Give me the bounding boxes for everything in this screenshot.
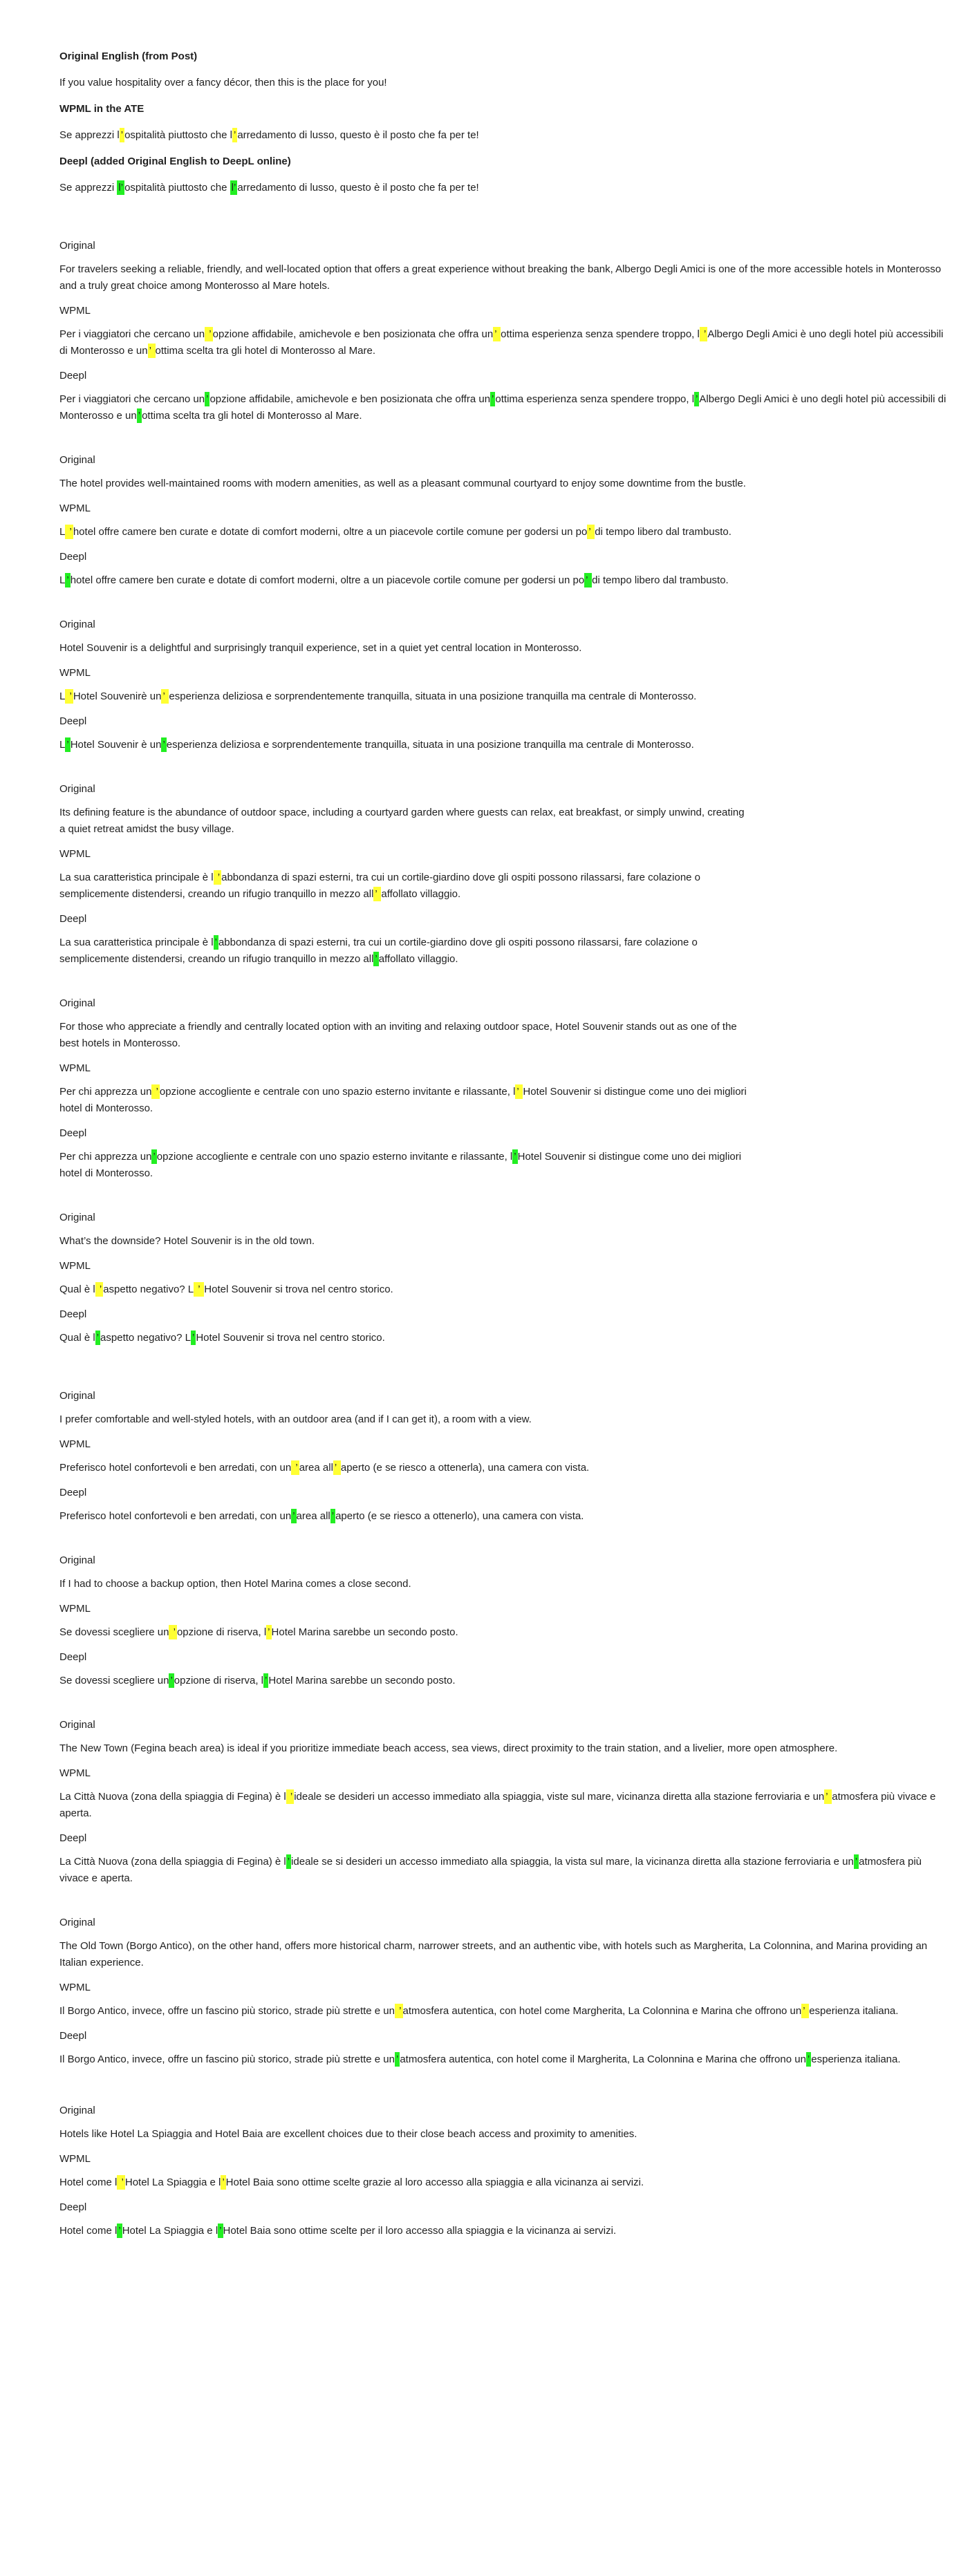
wpml-label: WPML [59,1767,91,1779]
original-label: Original [59,240,95,252]
wpml-label: WPML [59,667,91,679]
wpml-apostrophe-highlight: ’ [66,526,72,538]
comparison-section [59,238,951,424]
deepl-apostrophe-highlight: ’ [265,1675,268,1686]
wpml-apostrophe-highlight: ’ [292,1462,298,1474]
deepl-label: Deepl [59,2201,87,2213]
deepl-label: Deepl [59,551,87,563]
deepl-apostrophe-highlight: ’ [514,1151,516,1163]
deepl-apostrophe-highlight: ’ [66,739,69,751]
deepl-text: Hotel come l ’ Hotel La Spiaggia e l ’ Hotel Baia sono ottime scelte per il loro accesso alla spiaggia e la vicinanza ai servizi. [59,2225,617,2237]
comparison-section [59,2103,951,2239]
wpml-apostrophe-highlight: ’ [287,1791,293,1803]
wpml-apostrophe-highlight: ’ [803,2005,808,2017]
wpml-label: WPML [59,1603,91,1615]
wpml-apostrophe-highlight: ’ [120,129,124,141]
wpml-apostrophe-highlight: ’ [96,1284,102,1295]
wpml-apostrophe-highlight: ’ [153,1086,158,1098]
deepl-label: Deepl [59,913,87,925]
comparison-section [59,1210,751,1346]
original-text: The hotel provides well-maintained rooms with modern amenities, as well as a pleasant communal courtyard to enjoy some downtime from the bustle. [59,478,746,489]
original-text: For travelers seeking a reliable, friendly, and well-located option that offers a great experience without breaking the bank, Albergo Degli Amici is one of the more accessible hotels in Monterosso and a truly great choice among Monterosso al Mare hotels. [59,263,942,292]
wpml-apostrophe-highlight: ’ [149,345,154,357]
wpml-text: Per i viaggiatori che cercano un ’ opzione affidabile, amichevole e ben posizionata che offra un ’ ottima esperienza senza spendere troppo, l ’ Albergo Degli Amici è uno degli hotel più accessibili di Monterosso e un ’ ottima scelta tra gli hotel di Monterosso al Mare. [59,328,944,357]
original-label: Original [59,1390,95,1402]
wpml-apostrophe-highlight: ’ [234,129,236,141]
deepl-apostrophe-highlight: ’ [287,1856,290,1868]
deepl-apostrophe-highlight: ’ [396,2053,399,2065]
comparison-section [59,452,751,589]
deepl-apostrophe-highlight: l’ [118,182,124,194]
deepl-label: Deepl [59,1308,87,1320]
deepl-apostrophe-highlight: l’ [231,182,236,194]
deepl-text: Per chi apprezza un ’ opzione accogliente e centrale con uno spazio esterno invitante e rilassante, l ’ Hotel Souvenir si distingue come uno dei migliori hotel di Monterosso. [59,1151,742,1179]
original-text: Its defining feature is the abundance of outdoor space, including a courtyard garden where guests can relax, eat breakfast, or simply unwind, creating a quiet retreat amidst the busy village. [59,807,745,835]
wpml-text: Se dovessi scegliere un ’ opzione di riserva, l ’ Hotel Marina sarebbe un secondo posto. [59,1626,458,1638]
wpml-apostrophe-highlight: ’ [375,888,380,900]
deepl-text: Se dovessi scegliere un ’ opzione di riserva, l ’ Hotel Marina sarebbe un secondo posto. [59,1675,456,1686]
deepl-text: L ’ hotel offre camere ben curate e dotate di comfort moderni, oltre a un piacevole cortile comune per godersi un po ’ di tempo libero dal trambusto. [59,574,729,586]
wpml-text: Per chi apprezza un ’ opzione accogliente e centrale con uno spazio esterno invitante e rilassante, l ’ Hotel Souvenir si distingue come uno dei migliori hotel di Monterosso. [59,1086,747,1114]
original-text: For those who appreciate a friendly and centrally located option with an inviting and relaxing outdoor space, Hotel Souvenir stands out as one of the best hotels in Monterosso. [59,1021,737,1049]
intro-heading-wpml: WPML in the ATE [59,103,144,115]
deepl-text: Qual è l ’ aspetto negativo? L ’ Hotel Souvenir si trova nel centro storico. [59,1332,385,1344]
deepl-apostrophe-highlight: ’ [807,2053,810,2065]
deepl-label: Deepl [59,1651,87,1663]
comparison-section [59,1915,951,2068]
wpml-apostrophe-highlight: ’ [516,1086,522,1098]
comparison-section [59,781,751,968]
deepl-apostrophe-highlight: ’ [219,2225,222,2237]
wpml-apostrophe-highlight: ’ [195,1284,203,1295]
intro-deepl-text: Se apprezzi l’ ospitalità piuttosto che l’ arredamento di lusso, questo è il posto che fa per te! [59,182,479,194]
deepl-apostrophe-highlight: ’ [696,393,698,405]
original-label: Original [59,619,95,630]
wpml-label: WPML [59,1260,91,1272]
deepl-label: Deepl [59,2030,87,2042]
deepl-apostrophe-highlight: ’ [170,1675,173,1686]
comparison-section [59,995,751,1182]
original-text: I prefer comfortable and well-styled hotels, with an outdoor area (and if I can get it), a room with a view. [59,1413,532,1425]
deepl-apostrophe-highlight: ’ [66,574,69,586]
wpml-apostrophe-highlight: ’ [170,1626,176,1638]
wpml-apostrophe-highlight: ’ [396,2005,402,2017]
wpml-apostrophe-highlight: ’ [494,328,500,340]
deepl-text: Per i viaggiatori che cercano un ’ opzione affidabile, amichevole e ben posizionata che offra un ’ ottima esperienza senza spendere troppo, l ’ Albergo Degli Amici è uno degli hotel più accessibili di Monterosso e un ’ ottima scelta tra gli hotel di Monterosso al Mare. [59,393,947,422]
wpml-text: La sua caratteristica principale è l ’ abbondanza di spazi esterni, tra cui un cortile-giardino dove gli ospiti possono rilassarsi, fare colazione o semplicemente distendersi, creando un rifugio tranquillo in mezzo all ’ affollato villaggio. [59,872,701,900]
wpml-label: WPML [59,1982,91,1993]
deepl-apostrophe-highlight: ’ [162,739,165,751]
deepl-apostrophe-highlight: ’ [138,410,141,422]
wpml-label: WPML [59,1062,91,1074]
deepl-apostrophe-highlight: ’ [375,953,377,965]
deepl-label: Deepl [59,1127,87,1139]
original-label: Original [59,783,95,795]
comparison-section [59,1717,951,1887]
intro-original-text: If you value hospitality over a fancy décor, then this is the place for you! [59,77,387,88]
wpml-apostrophe-highlight: ’ [334,1462,339,1474]
original-text: The Old Town (Borgo Antico), on the other hand, offers more historical charm, narrower streets, and an authentic vibe, with hotels such as Margherita, La Colonnina, and Marina providing an Italian experience. [59,1940,928,1968]
wpml-apostrophe-highlight: ’ [206,328,212,340]
deepl-text: Il Borgo Antico, invece, offre un fascino più storico, strade più strette e un ’ atmosfera autentica, con hotel come il Margherita, La Colonnina e Marina che offrono un ’ esperienza italiana. [59,2053,901,2065]
wpml-apostrophe-highlight: ’ [700,328,707,340]
comparison-sections [59,238,951,2239]
original-label: Original [59,2105,95,2116]
deepl-apostrophe-highlight: ’ [96,1332,100,1344]
original-label: Original [59,997,95,1009]
deepl-label: Deepl [59,715,87,727]
deepl-label: Deepl [59,1487,87,1498]
wpml-label: WPML [59,2153,91,2165]
wpml-text: Hotel come l ’ Hotel La Spiaggia e l ’ Hotel Baia sono ottime scelte grazie al loro accesso alla spiaggia e alla vicinanza ai servizi. [59,2177,644,2188]
deepl-apostrophe-highlight: ’ [192,1332,195,1344]
wpml-label: WPML [59,1438,91,1450]
wpml-apostrophe-highlight: ’ [826,1791,831,1803]
wpml-text: Qual è l ’ aspetto negativo? L ’ Hotel Souvenir si trova nel centro storico. [59,1284,393,1295]
comparison-section [59,1552,951,1689]
deepl-text: La sua caratteristica principale è l ’ abbondanza di spazi esterni, tra cui un cortile-giardino dove gli ospiti possono rilassarsi, fare colazione o semplicemente distendersi, creando un rifugio tranquillo in mezzo all ’ affollato villaggio. [59,937,698,965]
deepl-apostrophe-highlight: ’ [331,1510,335,1522]
deepl-apostrophe-highlight: ’ [206,393,209,405]
deepl-apostrophe-highlight: ’ [586,574,591,586]
original-text: What’s the downside? Hotel Souvenir is in the old town. [59,1235,315,1247]
original-label: Original [59,454,95,466]
wpml-text: L ’ hotel offre camere ben curate e dotate di comfort moderni, oltre a un piacevole cortile comune per godersi un po ’ di tempo libero dal trambusto. [59,526,731,538]
original-label: Original [59,1554,95,1566]
deepl-text: La Città Nuova (zona della spiaggia di Fegina) è l ’ ideale se si desideri un accesso immediato alla spiaggia, la vista sul mare, la vicinanza diretta alla stazione ferroviaria e un ’ atmosfera più vivace e aperta. [59,1856,922,1884]
wpml-text: La Città Nuova (zona della spiaggia di Fegina) è l ’ ideale se desideri un accesso immediato alla spiaggia, viste sul mare, vicinanza diretta alla stazione ferroviaria e un ’ atmosfera più vivace e aperta. [59,1791,936,1819]
wpml-apostrophe-highlight: ’ [162,690,168,702]
wpml-apostrophe-highlight: ’ [214,872,221,883]
comparison-section [59,1388,951,1525]
intro-wpml-text: Se apprezzi l ’ ospitalità piuttosto che l ’ arredamento di lusso, questo è il posto che fa per te! [59,129,479,141]
wpml-apostrophe-highlight: ’ [268,1626,270,1638]
deepl-apostrophe-highlight: ’ [153,1151,156,1163]
wpml-text: Il Borgo Antico, invece, offre un fascino più storico, strade più strette e un ’ atmosfera autentica, con hotel come Margherita, La Colonnina e Marina che offrono un ’ esperienza italiana. [59,2005,899,2017]
wpml-text: L ’ Hotel Souvenirè un ’ esperienza deliziosa e sorprendentemente tranquilla, situata in una posizione tranquilla ma centrale di Monterosso. [59,690,697,702]
wpml-label: WPML [59,502,91,514]
wpml-apostrophe-highlight: ’ [66,690,72,702]
wpml-label: WPML [59,305,91,317]
deepl-label: Deepl [59,370,87,382]
original-text: Hotels like Hotel La Spiaggia and Hotel Baia are excellent choices due to their close beach access and proximity to amenities. [59,2128,637,2140]
intro-heading-deepl: Deepl (added Original English to DeepL online) [59,156,291,167]
deepl-text: L ’ Hotel Souvenir è un ’ esperienza deliziosa e sorprendentemente tranquilla, situata in una posizione tranquilla ma centrale di Monterosso. [59,739,694,751]
original-text: Hotel Souvenir is a delightful and surprisingly tranquil experience, set in a quiet yet central location in Monterosso. [59,642,582,654]
deepl-label: Deepl [59,1832,87,1844]
wpml-text: Preferisco hotel confortevoli e ben arredati, con un ’ area all ’ aperto (e se riesco a ottenerla), una camera con vista. [59,1462,590,1474]
comparison-section [59,617,751,753]
deepl-apostrophe-highlight: ’ [118,2225,121,2237]
deepl-apostrophe-highlight: ’ [292,1510,295,1522]
wpml-apostrophe-highlight: ’ [588,526,594,538]
original-label: Original [59,1917,95,1928]
deepl-text: Preferisco hotel confortevoli e ben arredati, con un ’ area all ’ aperto (e se riesco a ottenerlo), una camera con vista. [59,1510,584,1522]
document [59,48,951,2248]
original-text: If I had to choose a backup option, then Hotel Marina comes a close second. [59,1578,411,1590]
original-label: Original [59,1719,95,1731]
wpml-apostrophe-highlight: ’ [118,2177,124,2188]
deepl-apostrophe-highlight: ’ [855,1856,858,1868]
wpml-apostrophe-highlight: ’ [222,2177,225,2188]
intro-heading-original: Original English (from Post) [59,50,198,62]
deepl-apostrophe-highlight: ’ [214,937,217,948]
original-label: Original [59,1212,95,1223]
deepl-apostrophe-highlight: ’ [492,393,494,405]
original-text: The New Town (Fegina beach area) is ideal if you prioritize immediate beach access, sea views, direct proximity to the train station, and a livelier, more open atmosphere. [59,1742,838,1754]
wpml-label: WPML [59,848,91,860]
